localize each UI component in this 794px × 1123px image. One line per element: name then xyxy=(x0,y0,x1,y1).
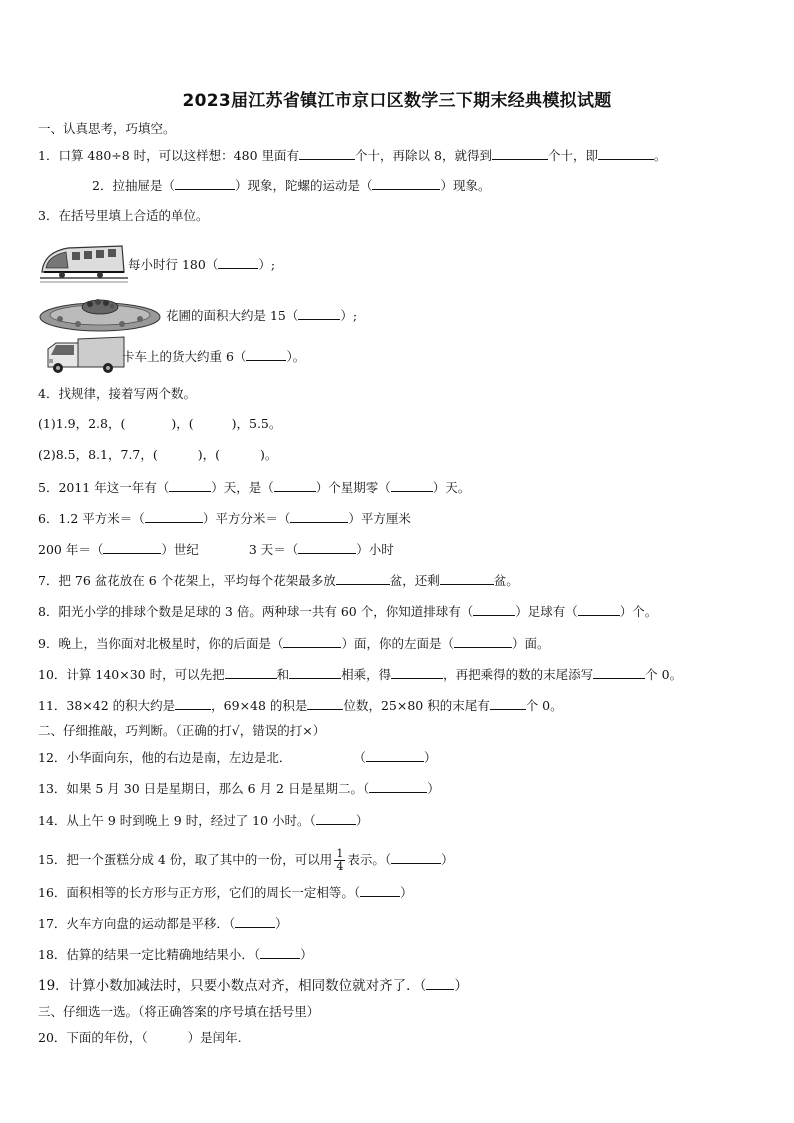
q9-text-a: 9．晚上，当你面对北极星时，你的后面是（ xyxy=(38,636,284,651)
q2-text-b: ）现象，陀螺的运动是（ xyxy=(234,178,373,193)
q16-text-a: 16．面积相等的长方形与正方形，它们的周长一定相等。（ xyxy=(38,885,361,900)
q6-text-g: ）小时 xyxy=(356,542,394,557)
q4-r2-text-a: (2)8.5，8.1，7.7，( xyxy=(38,447,158,462)
q10-text-c: 相乘，得 xyxy=(341,667,392,682)
q10-text-a: 10．计算 140×30 时，可以先把 xyxy=(38,667,225,682)
section-2-heading: 二、仔细推敲，巧判断。（正确的打√，错误的打×） xyxy=(38,723,326,738)
q5-text-b: ）天，是（ xyxy=(211,480,274,495)
q3-garden-text-b: ）; xyxy=(340,308,358,323)
q2-blank-1[interactable] xyxy=(175,177,235,190)
train-image xyxy=(38,238,130,288)
question-17 xyxy=(38,915,288,932)
flower-garden-image xyxy=(38,293,162,333)
q18-text-a: 18．估算的结果一定比精确地结果小．（ xyxy=(38,947,261,962)
q20-text-b: ）是闰年. xyxy=(187,1030,242,1045)
q6-text-a: 6．1.2 平方米＝（ xyxy=(38,511,145,526)
q15-text-c: ） xyxy=(441,852,454,867)
fraction-numerator: 1 xyxy=(336,847,344,860)
q10-blank-1[interactable] xyxy=(225,666,277,679)
q11-blank-1[interactable] xyxy=(175,697,211,710)
question-13 xyxy=(38,780,440,797)
q6-text-d: 200 年＝（ xyxy=(38,542,104,557)
q2-text-c: ）现象。 xyxy=(440,178,491,193)
q5-blank-1[interactable] xyxy=(169,479,211,492)
q15-answer-blank[interactable] xyxy=(391,851,441,864)
q3-truck-text-b: ）。 xyxy=(286,349,306,364)
question-16 xyxy=(38,884,413,901)
q12-text-b: （ xyxy=(353,750,366,765)
question-3-truck xyxy=(122,348,305,365)
q8-text-c: ）个。 xyxy=(619,604,658,619)
q9-text-c: ）面。 xyxy=(511,636,550,651)
q17-text-a: 17．火车方向盘的运动都是平移．（ xyxy=(38,916,236,931)
q6-blank-2[interactable] xyxy=(290,510,348,523)
q20-text-a: 20．下面的年份，（ xyxy=(38,1030,148,1045)
q10-blank-4[interactable] xyxy=(593,666,645,679)
question-3: 3．在括号里填上合适的单位。 xyxy=(38,208,209,223)
truck-image xyxy=(44,335,126,377)
q16-answer-blank[interactable] xyxy=(360,884,400,897)
q17-answer-blank[interactable] xyxy=(235,915,275,928)
q7-text-b: 盆，还剩 xyxy=(389,573,440,588)
q7-blank-2[interactable] xyxy=(440,572,494,585)
q19-text-b: ） xyxy=(454,978,468,994)
question-3-train xyxy=(128,256,275,273)
q3-garden-blank[interactable] xyxy=(298,307,340,320)
question-9 xyxy=(38,635,550,652)
q3-train-text-a: 每小时行 180（ xyxy=(128,257,219,272)
q5-blank-2[interactable] xyxy=(274,479,316,492)
q2-blank-2[interactable] xyxy=(372,177,440,190)
question-15 xyxy=(38,848,454,873)
q6-text-c: ）平方厘米 xyxy=(348,511,411,526)
q4-r2-text-c: )。 xyxy=(260,447,278,462)
q3-truck-blank[interactable] xyxy=(246,348,286,361)
q3-truck-text-a: 卡车上的货大约重 6（ xyxy=(122,349,247,364)
question-4: 4．找规律，接着写两个数。 xyxy=(38,386,196,401)
q14-answer-blank[interactable] xyxy=(316,812,356,825)
q9-text-b: ）面，你的左面是（ xyxy=(341,636,454,651)
q15-fraction xyxy=(334,848,345,873)
q10-blank-2[interactable] xyxy=(289,666,341,679)
q11-blank-3[interactable] xyxy=(490,697,526,710)
q11-text-b: ，69×48 的积是 xyxy=(211,698,308,713)
q8-blank-1[interactable] xyxy=(473,603,515,616)
q9-blank-2[interactable] xyxy=(454,635,512,648)
q12-text-c: ） xyxy=(423,750,437,765)
question-4-row-2 xyxy=(38,447,277,463)
q6-text-b: ）平方分米＝（ xyxy=(202,511,291,526)
q1-blank-3[interactable] xyxy=(598,147,654,160)
q13-text-b: ） xyxy=(427,781,440,796)
q11-text-a: 11．38×42 的积大约是 xyxy=(38,698,176,713)
q3-train-blank[interactable] xyxy=(218,256,258,269)
q7-text-c: 盆。 xyxy=(493,573,519,588)
q6-blank-3[interactable] xyxy=(103,541,161,554)
question-19 xyxy=(38,977,468,994)
q11-text-d: 个 0。 xyxy=(525,698,563,713)
q19-text-a: 19．计算小数加减法时，只要小数点对齐，相同数位就对齐了．（ xyxy=(38,978,427,994)
q7-text-a: 7．把 76 盆花放在 6 个花架上，平均每个花架最多放 xyxy=(38,573,336,588)
question-11 xyxy=(38,697,563,714)
q8-text-b: ）足球有（ xyxy=(515,604,578,619)
q6-blank-1[interactable] xyxy=(145,510,203,523)
q14-text-a: 14．从上午 9 时到晚上 9 时，经过了 10 小时。（ xyxy=(38,813,316,828)
q4-r1-text-c: )，5.5。 xyxy=(231,416,282,431)
q18-text-b: ） xyxy=(300,947,313,962)
q4-r1-text-b: )，( xyxy=(171,416,194,431)
q3-garden-text-a: 花圃的面积大约是 15（ xyxy=(166,308,299,323)
question-14 xyxy=(38,812,368,829)
q6-blank-4[interactable] xyxy=(298,541,356,554)
question-6-row-2 xyxy=(38,541,394,558)
section-3-heading: 三、仔细选一选。（将正确答案的序号填在括号里） xyxy=(38,1004,320,1019)
question-20 xyxy=(38,1030,242,1046)
page-title: 2023届江苏省镇江市京口区数学三下期末经典模拟试题 xyxy=(182,91,612,111)
question-6 xyxy=(38,510,411,527)
question-4-row-1 xyxy=(38,416,281,432)
q5-text-a: 5．2011 年这一年有（ xyxy=(38,480,170,495)
q5-text-c: ）个星期零（ xyxy=(315,480,391,495)
q11-blank-2[interactable] xyxy=(307,697,343,710)
q19-answer-blank[interactable] xyxy=(426,977,454,990)
q11-text-c: 位数，25×80 积的末尾有 xyxy=(343,698,490,713)
question-8 xyxy=(38,603,657,620)
q1-text-d: 。 xyxy=(653,148,667,163)
q5-text-d: ）天。 xyxy=(432,480,471,495)
q12-text-a: 12．小华面向东，他的右边是南，左边是北． xyxy=(38,750,292,765)
question-18 xyxy=(38,946,313,963)
q15-text-a: 15．把一个蛋糕分成 4 份，取了其中的一份，可以用 xyxy=(38,852,333,867)
question-12 xyxy=(38,749,436,766)
q1-text-a: 1．口算 480÷8 时，可以这样想：480 里面有 xyxy=(38,148,300,163)
q4-r1-text-a: (1)1.9，2.8，( xyxy=(38,416,126,431)
question-5 xyxy=(38,479,470,496)
q15-text-b: 表示。（ xyxy=(347,852,392,867)
question-7 xyxy=(38,572,519,589)
question-1 xyxy=(38,147,667,164)
q12-answer-blank[interactable] xyxy=(366,749,424,762)
q13-answer-blank[interactable] xyxy=(369,780,427,793)
q1-text-c: 个十，即 xyxy=(547,148,598,163)
q10-text-e: 个 0。 xyxy=(645,667,683,682)
q8-text-a: 8．阳光小学的排球个数是足球的 3 倍。两种球一共有 60 个，你知道排球有（ xyxy=(38,604,474,619)
q1-blank-2[interactable] xyxy=(492,147,548,160)
q2-text-a: 2．拉抽屉是（ xyxy=(92,178,175,193)
q6-text-f: 3 天＝（ xyxy=(248,542,299,557)
q8-blank-2[interactable] xyxy=(578,603,620,616)
fraction-denominator: 4 xyxy=(336,860,344,873)
q14-text-b: ） xyxy=(355,813,369,828)
q1-blank-1[interactable] xyxy=(299,147,355,160)
q10-text-b: 和 xyxy=(276,667,290,682)
q17-text-b: ） xyxy=(275,916,288,931)
q18-answer-blank[interactable] xyxy=(260,946,300,959)
question-10 xyxy=(38,666,682,683)
q16-text-b: ） xyxy=(400,885,413,900)
q10-text-d: ，再把乘得的数的末尾添写 xyxy=(443,667,594,682)
q4-r2-text-b: )，( xyxy=(197,447,220,462)
question-3-garden xyxy=(166,307,357,324)
q5-blank-3[interactable] xyxy=(391,479,433,492)
q7-blank-1[interactable] xyxy=(336,572,390,585)
question-2 xyxy=(92,177,491,194)
q9-blank-1[interactable] xyxy=(283,635,341,648)
q13-text-a: 13．如果 5 月 30 日是星期日，那么 6 月 2 日是星期二。（ xyxy=(38,781,370,796)
q3-train-text-b: ）; xyxy=(258,257,276,272)
q1-text-b: 个十，再除以 8，就得到 xyxy=(355,148,492,163)
section-1-heading: 一、认真思考，巧填空。 xyxy=(38,121,176,136)
q6-text-e: ）世纪 xyxy=(161,542,199,557)
q10-blank-3[interactable] xyxy=(391,666,443,679)
